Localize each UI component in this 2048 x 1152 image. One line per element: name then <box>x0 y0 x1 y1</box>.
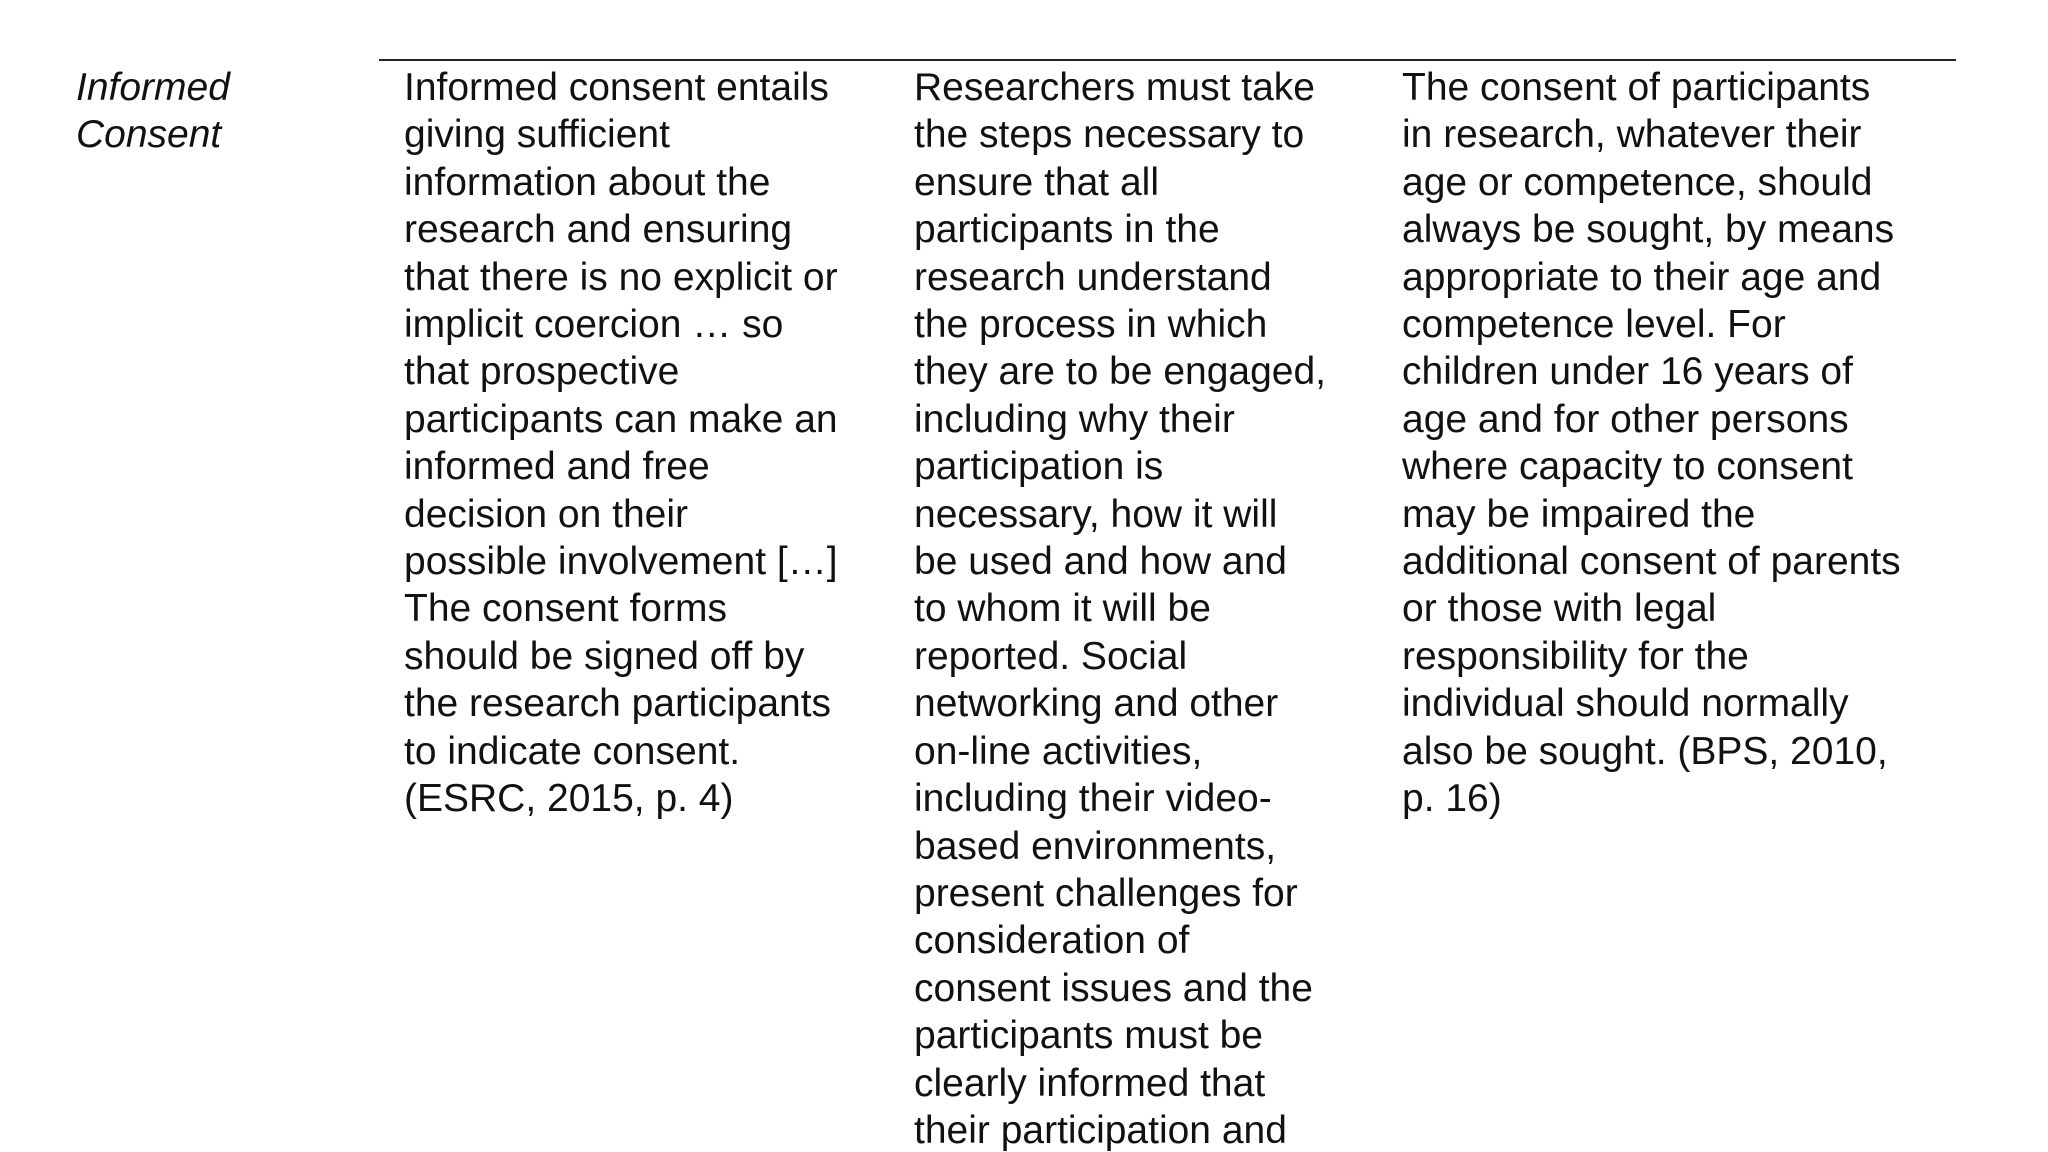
row-heading-informed-consent <box>76 64 366 158</box>
cell-text-line: that prospective <box>404 350 680 394</box>
cell-text-line: responsibility for the <box>1402 634 1749 678</box>
cell-text-line: to indicate consent. <box>404 729 741 773</box>
cell-text-line: consideration of <box>914 919 1190 963</box>
cell-text-line: additional consent of parents <box>1402 540 1901 584</box>
table-cell-bps <box>1402 64 1962 823</box>
cell-text-line: age and for other persons <box>1402 397 1849 441</box>
cell-text-line: competence level. For <box>1402 303 1786 347</box>
cell-text-line: possible involvement […] <box>404 540 838 584</box>
cell-text-line: including their video- <box>914 777 1272 821</box>
cell-text-line: individual should normally <box>1402 682 1849 726</box>
cell-text-line: participation is <box>914 445 1164 489</box>
cell-text-line: to whom it will be <box>914 587 1211 631</box>
cell-text-line: research and ensuring <box>404 208 793 252</box>
cell-text-line: necessary, how it will <box>914 492 1278 536</box>
cell-text-line: the research participants <box>404 682 832 726</box>
cell-text-line: participants can make an <box>404 397 838 441</box>
cell-text-line: age or competence, should <box>1402 160 1873 204</box>
cell-text-line: should be signed off by <box>404 634 805 678</box>
cell-text-line: The consent of participants <box>1402 66 1871 109</box>
cell-text-line: always be sought, by means <box>1402 208 1895 252</box>
cell-text-line: clearly informed that <box>914 1061 1266 1105</box>
cell-text-line: children under 16 years of <box>1402 350 1853 394</box>
cell-text-line: decision on their <box>404 492 689 536</box>
cell-text-line: reported. Social <box>914 634 1188 678</box>
cell-text-line: based environments, <box>914 824 1277 868</box>
table-cell-researchers-steps <box>914 64 1364 1152</box>
table-cell-esrc <box>404 64 874 823</box>
cell-text-line: implicit coercion … so <box>404 303 784 347</box>
cell-text-line: giving sufficient <box>404 113 670 157</box>
table-top-rule <box>379 59 1956 61</box>
cell-text-line: present challenges for <box>914 871 1298 915</box>
cell-text-line: the steps necessary to <box>914 113 1305 157</box>
cell-text-line: ensure that all <box>914 160 1159 204</box>
cell-text-line: be used and how and <box>914 540 1287 584</box>
cell-text-line: including why their <box>914 397 1235 441</box>
cell-text-line: p. 16) <box>1402 777 1502 821</box>
cell-text-line: their participation and <box>914 1108 1287 1152</box>
cell-text-line: also be sought. (BPS, 2010, <box>1402 729 1888 773</box>
row-heading-line: Informed <box>76 66 230 109</box>
cell-text-line: research understand <box>914 255 1272 299</box>
cell-text-line: consent issues and the <box>914 966 1313 1010</box>
cell-text-line: networking and other <box>914 682 1279 726</box>
cell-text-line: or those with legal <box>1402 587 1717 631</box>
cell-text-line: in research, whatever their <box>1402 113 1862 157</box>
cell-text-line: may be impaired the <box>1402 492 1756 536</box>
row-heading-line: Consent <box>76 113 222 156</box>
cell-text-line: participants must be <box>914 1014 1264 1058</box>
cell-text-line: information about the <box>404 160 771 204</box>
cell-text-line: that there is no explicit or <box>404 255 838 299</box>
cell-text-line: informed and free <box>404 445 710 489</box>
cell-text-line: The consent forms <box>404 587 727 631</box>
cell-text-line: Researchers must take <box>914 66 1315 109</box>
cell-text-line: on-line activities, <box>914 729 1203 773</box>
cell-text-line: where capacity to consent <box>1402 445 1853 489</box>
cell-text-line: participants in the <box>914 208 1220 252</box>
cell-text-line: appropriate to their age and <box>1402 255 1882 299</box>
cell-text-line: Informed consent entails <box>404 66 829 109</box>
cell-text-line: (ESRC, 2015, p. 4) <box>404 777 734 821</box>
cell-text-line: the process in which <box>914 303 1268 347</box>
cell-text-line: they are to be engaged, <box>914 350 1326 394</box>
